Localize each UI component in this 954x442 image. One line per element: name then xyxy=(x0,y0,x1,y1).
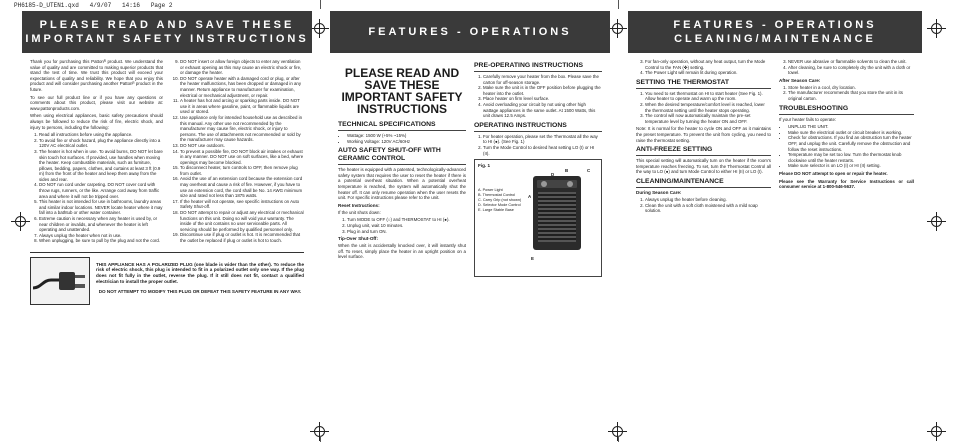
plug-notice-text: THIS APPLIANCE HAS A POLARIZED PLUG (one blade is wider than the other). To reduce the risk of electric shock, this plug is intended to fit in a polarized outlet only one way. If the plug does not fit fully in the outlet, reverse the plug. If it still does not fit, contact a qualified electrician to install the proper outlet. xyxy=(96,261,304,284)
safety-item: 9. DO NOT insert or allow foreign objects to enter any ventilation or exhaust opening as this may cause an electric shock or fire, or damage the heater. xyxy=(180,59,304,76)
intro-paragraph: When using electrical appliances, basic safety precautions should always be followed to reduce the risk of fire, electric shock, and injury to persons, including the following: xyxy=(30,113,163,130)
trim-mark xyxy=(320,436,321,442)
section-heading: TROUBLESHOOTING xyxy=(779,105,914,115)
panel-header xyxy=(22,11,312,53)
section-heading: PRE-OPERATING INSTRUCTIONS xyxy=(474,62,602,72)
registration-mark-icon xyxy=(313,22,326,35)
reset-step: 1. Turn MODE to OFF (○) and THERMOSTAT to HI (●). xyxy=(347,217,466,223)
panel-title-line1: PLEASE READ AND SAVE THESE xyxy=(39,19,295,31)
reset-step: 3. Plug in and turn ON. xyxy=(347,229,466,235)
safety-item: 16. Avoid the use of an extension cord because the extension cord may overheat and cause a risk of fire. However, if you have to use an extension cord, the cord shall be No. 14 AWG minimum size and rated not less than 1875 watts. xyxy=(180,176,304,198)
safety-item: 10. DO NOT operate heater with a damaged cord or plug, or after the heater malfunctions, has been dropped or damaged in any manner. Return appliance to manufacturer for examination, electrical or mechanical adjustment, or repair. xyxy=(180,76,304,98)
after-season-step: 2. The manufacturer recommends that you store the unit in its original carton. xyxy=(788,90,914,101)
safety-item: 18. DO NOT attempt to repair or adjust any electrical or mechanical functions on this unit. Doing so will void your warranty. The inside of the unit contains no user serviceable parts. All servicing should be performed by qualified personnel only. xyxy=(180,210,304,232)
thermostat-step: 2. When the desired temperature/comfort level is reached, lower the thermostat setting until the heater stops operating. xyxy=(645,102,771,113)
panel-title: FEATURES - OPERATIONS xyxy=(368,26,572,38)
pre-step: 4. Avoid overloading your circuit by not using other high wattage appliances in the same outlet. At 1500 Watts, this unit draws 12.5 Amps. xyxy=(483,102,602,119)
column-left xyxy=(30,59,163,246)
column-right xyxy=(779,59,914,216)
panel-header xyxy=(628,11,922,53)
safety-item: 6. Extreme caution is necessary when any heater is used by, or near children or invalids, and whenever the heater is left operating and unattended. xyxy=(39,216,163,233)
cleaning-step: 1. Always unplug the heater before cleaning. xyxy=(645,197,771,203)
safety-item: 12. Use appliance only for intended household use as described in this manual. Any other use not recommended by the manufacturer may cause fire, electric shock, or injury to persons. The use of attachments not recommended or sold by the manufacturer may cause hazards. xyxy=(180,115,304,143)
safety-big-title: PLEASE READ AND SAVE THESE IMPORTANT SAFETY INSTRUCTIONS xyxy=(341,66,463,116)
legend-item: D. Selector Mode Control xyxy=(478,203,521,208)
safety-item: 8. When unplugging, be sure to pull by the plug and not the cord. xyxy=(39,238,163,244)
polarized-plug-icon xyxy=(30,257,90,305)
figure-1 xyxy=(474,159,602,277)
pre-step: 2. Make sure the unit is in the OFF position before plugging the heater into the outlet. xyxy=(483,85,602,96)
troubleshooting-warning: Please DO NOT attempt to open or repair the heater. xyxy=(779,170,888,176)
thermostat-note: Note: It is normal for the heater to cycle ON and OFF as it maintains the preset temperature. To prevent the unit from cycling, you need to raise the thermostat setting. xyxy=(636,126,771,143)
intro-paragraph: Thank you for purchasing this Pattonᴿ product. We understand the value of quality and are committed to making superior products that stand the test of time. We trust this product will exceed your expectations of quality and reliability. We hope that you enjoy this product and will consider purchasing another Pattonᴿ product in the future. xyxy=(30,59,163,92)
section-heading: OPERATING INSTRUCTIONS xyxy=(474,122,602,132)
registration-mark-icon xyxy=(930,22,943,35)
plug-warning-text: DO NOT ATTEMPT TO MODIFY THIS PLUG OR DEFEAT THIS SAFETY FEATURE IN ANY WAY. xyxy=(98,289,302,295)
safety-item: 5. This heater is not intended for use in bathrooms, laundry areas and similar indoor locations. NEVER locate heater where it may fall into a bathtub or other water container. xyxy=(39,199,163,216)
registration-mark-icon xyxy=(930,425,943,438)
polarized-plug-notice xyxy=(30,252,304,305)
pre-step: 3. Place heater on firm level surface. xyxy=(483,96,602,102)
callout-letter: B xyxy=(565,168,569,174)
trim-mark xyxy=(618,436,619,442)
spec-item: • Wattage: 1500 W (+5% ~15%) xyxy=(347,133,466,139)
sub-heading: During Season Care: xyxy=(636,189,682,195)
troubleshooting-item: • Check for obstructions. If you find an obstruction turn the heater OFF, and unplug the unit. Carefully remove the obstruction and follow the reset instructions. xyxy=(788,135,914,152)
callout-letter: D xyxy=(551,172,555,178)
section-heading: SETTING THE THERMOSTAT xyxy=(636,79,771,89)
reset-step: 2. Unplug unit, wait 10 minutes. xyxy=(347,223,466,229)
op-step: 1. For heater operation, please set the Thermostat all the way to HI (●). (See Fig. 1) xyxy=(483,134,602,145)
thermostat-step: 3. The control will now automatically maintain the pre-set temperature level by turning the heater ON and OFF. xyxy=(645,113,771,124)
section-heading: CLEANING/MAINTENANCE xyxy=(636,178,771,188)
cleaning-step: 3. NEVER use abrasive or flammable solvents to clean the unit. xyxy=(788,59,914,65)
column-left xyxy=(338,59,466,277)
op-step: 3. For fan-only operation, without any heat output, turn the Mode Control to the FAN (✤) setting. xyxy=(645,59,771,70)
cleaning-step: 4. After cleaning, be sure to completely dry the unit with a cloth or towel. xyxy=(788,65,914,76)
op-step: 2. Turn the Mode Control to desired heat setting LO (I) or HI (II). xyxy=(483,145,602,156)
figure-legend xyxy=(478,188,521,213)
column-left xyxy=(636,59,771,216)
callout-letter: E xyxy=(531,256,534,262)
troubleshooting-item: • UNPLUG THE UNIT. xyxy=(788,124,914,130)
panel-title-line2: CLEANING/MAINTENANCE xyxy=(674,33,876,45)
printer-slug: PH6185-D_UTEN1.qxd 4/9/07 14:16 Page 2 xyxy=(14,2,173,9)
heater-illustration xyxy=(533,176,581,250)
trim-mark xyxy=(618,0,619,9)
troubleshooting-item: • Temperature may be set too low. Turn the thermostat knob clockwise until the heater restarts. xyxy=(788,152,914,163)
op-step: 4. The Power Light will remain lit during operation. xyxy=(645,70,771,76)
thermostat-step: 1. You need to set thermostat on HI to start heater (See Fig. 1). Allow heater to operate and warm up the room. xyxy=(645,91,771,102)
panel-header xyxy=(330,11,610,53)
figure-label: Fig. 1 xyxy=(478,163,490,169)
troubleshooting-intro: If your heater fails to operate: xyxy=(779,116,837,122)
column-right xyxy=(474,59,602,277)
safety-item: 11. A heater has hot and arcing or sparking parts inside. DO NOT use it in areas where gasoline, paint, or flammable liquids are used or stored. xyxy=(180,98,304,115)
tip-over-text: When the unit is accidentally knocked over, it will instantly shut off. To reset, simply place the heater in an upright position on a level surface. xyxy=(338,243,466,260)
safety-item: 2. To avoid fire or shock hazard, plug the appliance directly into a 120V AC electrical outlet. xyxy=(39,138,163,149)
callout-letter: C xyxy=(587,168,591,174)
safety-item: 19. Discontinue use if plug or outlet is hot. It is recommended that the outlet be replaced if plug or outlet is hot to touch. xyxy=(180,232,304,243)
anti-freeze-text: This special setting will automatically turn on the heater if the room's temperature reaches freezing. To set, turn the Thermostat Control all the way to LO (●) and turn Mode Control to either HI (II) or LO (I). xyxy=(636,158,771,175)
auto-shutoff-text: The heater is equipped with a patented, technologically-advanced safety system that requires the user to reset the heater if there is a potential overheat situation. When a potential overheat temperature is reached, the system will automatically shut the heater off. It can only resume operation when the user resets the unit. For specific instructions please refer to the unit. xyxy=(338,167,466,201)
registration-mark-icon xyxy=(930,215,943,228)
heater-grille xyxy=(538,192,576,242)
reset-intro: If the unit shuts down: xyxy=(338,209,381,215)
panel-features-operations xyxy=(330,11,610,434)
service-info: Please see the Warranty for Service Instructions or call consumer service at 1-800-546-5637. xyxy=(779,178,914,190)
intro-paragraph: To see our full product line or if you have any questions or comments about this product, please visit our website at: www.pattonproducts.com. xyxy=(30,94,163,111)
safety-item: 13. DO NOT use outdoors. xyxy=(180,143,304,149)
safety-item: 1. Read all instructions before using the appliance. xyxy=(39,132,163,138)
sub-heading: Reset Instructions: xyxy=(338,202,380,208)
callout-letter: A xyxy=(528,194,532,200)
legend-item: C. Carry Grip (not shown) xyxy=(478,198,522,203)
legend-item: B. Thermostat Control xyxy=(478,193,516,198)
safety-item: 14. To prevent a possible fire, DO NOT block air intakes or exhaust in any manner. DO NOT use on soft surfaces, like a bed, where openings may become blocked. xyxy=(180,149,304,166)
sub-heading: Tip-Over Shut-Off: xyxy=(338,236,378,242)
section-heading: AUTO SAFETY SHUT-OFF WITH CERAMIC CONTROL xyxy=(338,147,466,165)
trim-mark xyxy=(320,0,321,9)
troubleshooting-item: • Make sure the electrical outlet or circuit breaker is working. xyxy=(788,130,914,136)
safety-item: 4. DO NOT run cord under carpeting. DO NOT cover cord with throw rugs, runners, or the like. Arrange cord away from traffic area and where it will not be tripped over. xyxy=(39,182,163,199)
panel-cleaning-maintenance xyxy=(628,11,922,434)
section-heading: ANTI-FREEZE SETTING xyxy=(636,146,771,156)
safety-item: 7. Always unplug the heater when not in use. xyxy=(39,233,163,239)
panel-title-line1: FEATURES - OPERATIONS xyxy=(673,19,877,31)
legend-item: E. Large Stable Base xyxy=(478,208,514,213)
section-heading: TECHNICAL SPECIFICATIONS xyxy=(338,121,466,131)
safety-item: 17. If the heater will not operate, see specific instructions on Auto Safety Shut-off. xyxy=(180,199,304,210)
safety-item: 3. The heater is hot when in use. To avoid burns, DO NOT let bare skin touch hot surfaces. If provided, use handles when moving the heater. Keep combustible materials, such as furniture, pillows, bedding, papers, clothes, and curtains at least 3 ft (0.9 m) from the front of the heater and keep them away from the sides and rear. xyxy=(39,149,163,183)
legend-item: A. Power Light xyxy=(478,188,503,193)
troubleshooting-item: • Make sure selector is on LO (I) or HI (II) setting. xyxy=(788,163,914,169)
panel-safety-instructions xyxy=(22,11,312,434)
registration-mark-icon xyxy=(611,22,624,35)
column-right xyxy=(171,59,304,246)
sub-heading: After Season Care: xyxy=(779,77,821,83)
safety-item: 15. To disconnect heater, turn controls to OFF, then remove plug from outlet. xyxy=(180,165,304,176)
cleaning-step: 2. Clean the unit with a soft cloth moistened with a mild soap solution. xyxy=(645,203,771,214)
after-season-step: 1. Store heater in a cool, dry location. xyxy=(788,85,914,91)
spec-item: • Working Voltage: 120V AC/60Hz xyxy=(347,139,466,145)
pre-step: 1. Carefully remove your heater from the box. Please save the carton for off-season storage. xyxy=(483,74,602,85)
panel-title-line2: IMPORTANT SAFETY INSTRUCTIONS xyxy=(25,33,309,45)
